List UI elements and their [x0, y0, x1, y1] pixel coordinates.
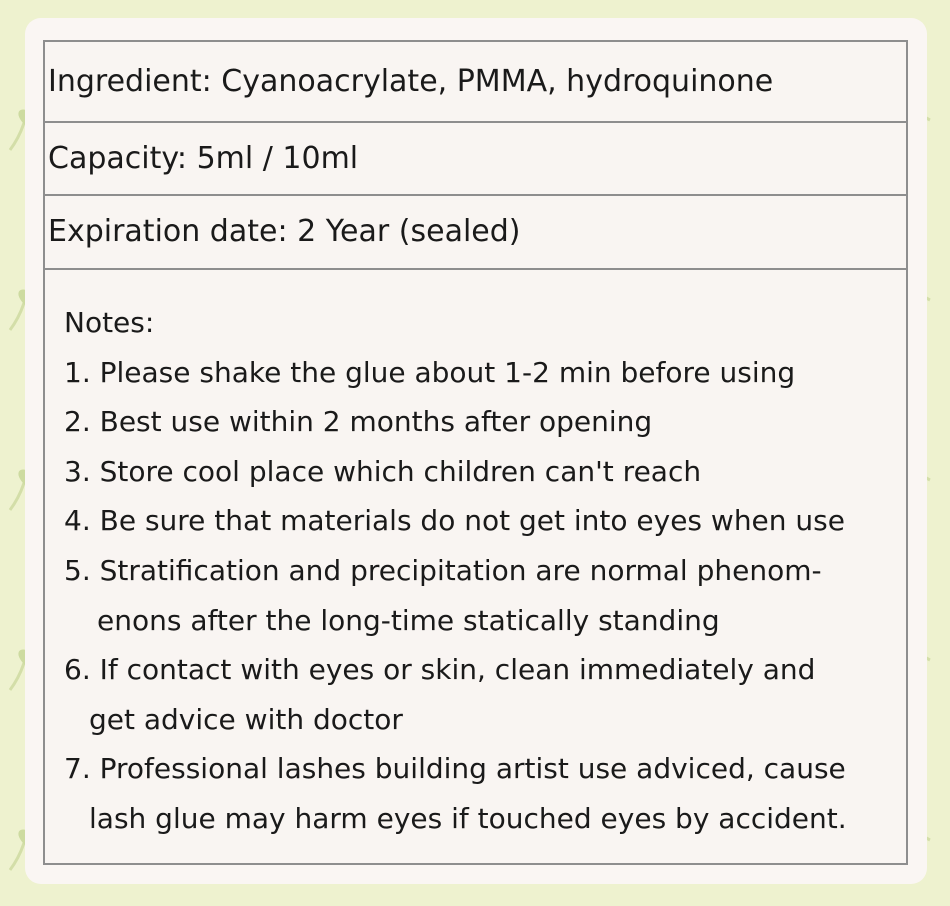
note-line-continued: enons after the long-time statically standing [97, 603, 720, 637]
note-line: 4. Be sure that materials do not get into eyes when use [64, 504, 845, 538]
ingredient-row [45, 42, 906, 123]
note-line-continued: lash glue may harm eyes if touched eyes by accident. [89, 801, 847, 835]
note-line: 3. Store cool place which children can't reach [64, 454, 702, 488]
expiration-text: Expiration date: 2 Year (sealed) [48, 214, 521, 249]
note-line: 7. Professional lashes building artist use adviced, cause [64, 752, 846, 786]
ingredient-text: Ingredient: Cyanoacrylate, PMMA, hydroquinone [48, 63, 774, 99]
note-line: 5. Stratification and precipitation are normal phenom- [64, 553, 822, 587]
spec-table [43, 40, 908, 865]
note-line-continued: get advice with doctor [89, 702, 403, 736]
notes-heading: Notes: [64, 306, 155, 339]
note-line: 1. Please shake the glue about 1-2 min before using [64, 355, 796, 389]
note-line: 2. Best use within 2 months after opening [64, 405, 653, 439]
capacity-text: Capacity: 5ml / 10ml [48, 140, 359, 176]
note-line: 6. If contact with eyes or skin, clean immediately and [64, 653, 816, 687]
expiration-row [45, 196, 906, 270]
notes-section [45, 270, 906, 863]
capacity-row [45, 123, 906, 196]
